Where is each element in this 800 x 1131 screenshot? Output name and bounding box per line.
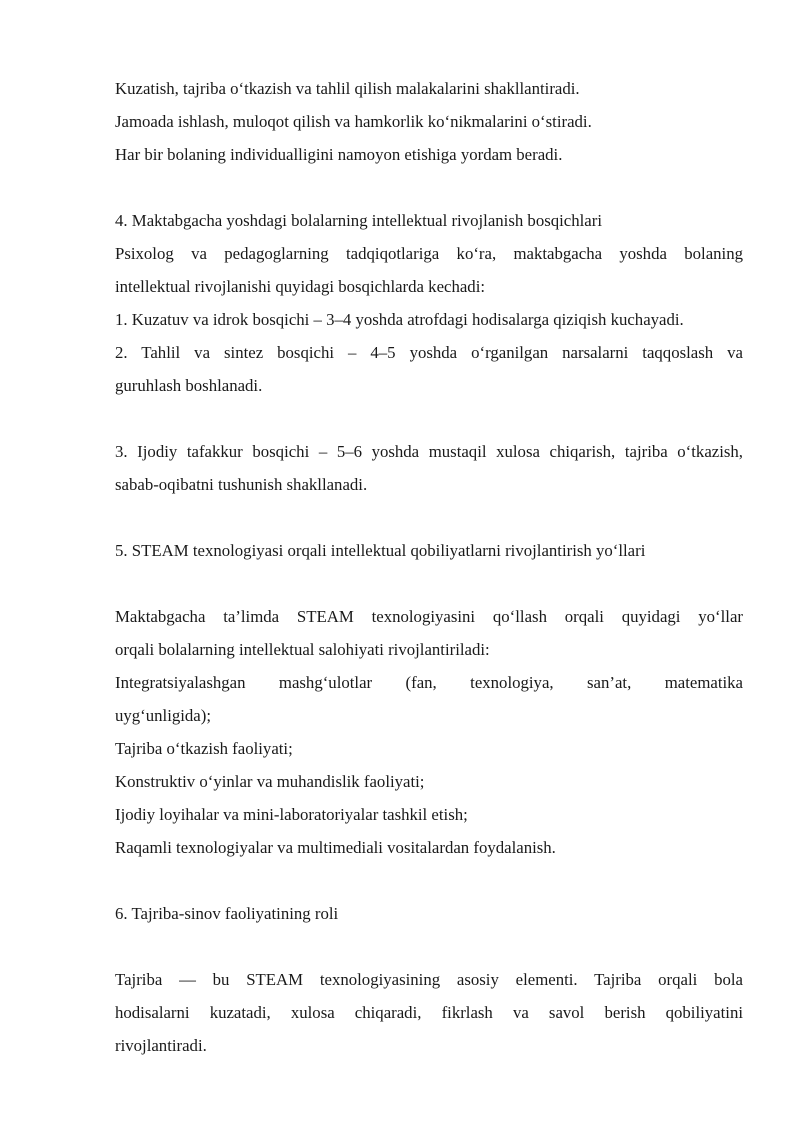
section-5-intro-line-2: orqali bolalarning intellektual salohiyati rivojlantiriladi:	[115, 640, 490, 659]
intro-line-3: Har bir bolaning individualligini namoyon etishiga yordam beradi.	[115, 145, 563, 164]
document-page	[115, 72, 743, 1062]
section-5-heading: 5. STEAM texnologiyasi orqali intellektual qobiliyatlarni rivojlantirish yo‘llari	[115, 541, 646, 560]
stage-1: 1. Kuzatuv va idrok bosqichi – 3–4 yoshda atrofdagi hodisalarga qiziqish kuchayadi.	[115, 310, 684, 329]
section-4-intro-line-2: intellektual rivojlanishi quyidagi bosqichlarda kechadi:	[115, 277, 486, 296]
stage-3-line-2: sabab-oqibatni tushunish shakllanadi.	[115, 475, 368, 494]
list-item-5: Raqamli texnologiyalar va multimediali vositalardan foydalanish.	[115, 838, 556, 857]
spacer	[115, 501, 743, 534]
spacer	[115, 864, 743, 897]
stage-2-line-2: guruhlash boshlanadi.	[115, 376, 263, 395]
list-item-2: Tajriba o‘tkazish faoliyati;	[115, 739, 293, 758]
section-6-body-line-2: hodisalarni kuzatadi, xulosa chiqaradi, fikrlash va savol berish qobiliyatini	[115, 1003, 743, 1022]
stage-2-line-1: 2. Tahlil va sintez bosqichi – 4–5 yoshda o‘rganilgan narsalarni taqqoslash va	[115, 343, 743, 362]
intro-line-1: Kuzatish, tajriba o‘tkazish va tahlil qilish malakalarini shakllantiradi.	[115, 79, 580, 98]
section-6-body-line-3: rivojlantiradi.	[115, 1036, 207, 1055]
stage-3-line-1: 3. Ijodiy tafakkur bosqichi – 5–6 yoshda mustaqil xulosa chiqarish, tajriba o‘tkazish,	[115, 442, 743, 461]
spacer	[115, 567, 743, 600]
spacer	[115, 171, 743, 204]
section-5-intro-line-1: Maktabgacha ta’limda STEAM texnologiyasini qo‘llash orqali quyidagi yo‘llar	[115, 607, 743, 626]
section-4-intro-line-1: Psixolog va pedagoglarning tadqiqotlariga ko‘ra, maktabgacha yoshda bolaning	[115, 244, 743, 263]
list-item-1-line-2: uyg‘unligida);	[115, 706, 212, 725]
section-4-heading: 4. Maktabgacha yoshdagi bolalarning intellektual rivojlanish bosqichlari	[115, 211, 603, 230]
list-item-3: Konstruktiv o‘yinlar va muhandislik faoliyati;	[115, 772, 425, 791]
list-item-1-line-1: Integratsiyalashgan mashg‘ulotlar (fan, texnologiya, san’at, matematika	[115, 673, 743, 692]
list-item-4: Ijodiy loyihalar va mini-laboratoriyalar tashkil etish;	[115, 805, 468, 824]
section-6-body-line-1: Tajriba — bu STEAM texnologiyasining asosiy elementi. Tajriba orqali bola	[115, 970, 743, 989]
spacer	[115, 930, 743, 963]
intro-line-2: Jamoada ishlash, muloqot qilish va hamkorlik ko‘nikmalarini o‘stiradi.	[115, 112, 592, 131]
section-6-heading: 6. Tajriba-sinov faoliyatining roli	[115, 904, 339, 923]
spacer	[115, 402, 743, 435]
